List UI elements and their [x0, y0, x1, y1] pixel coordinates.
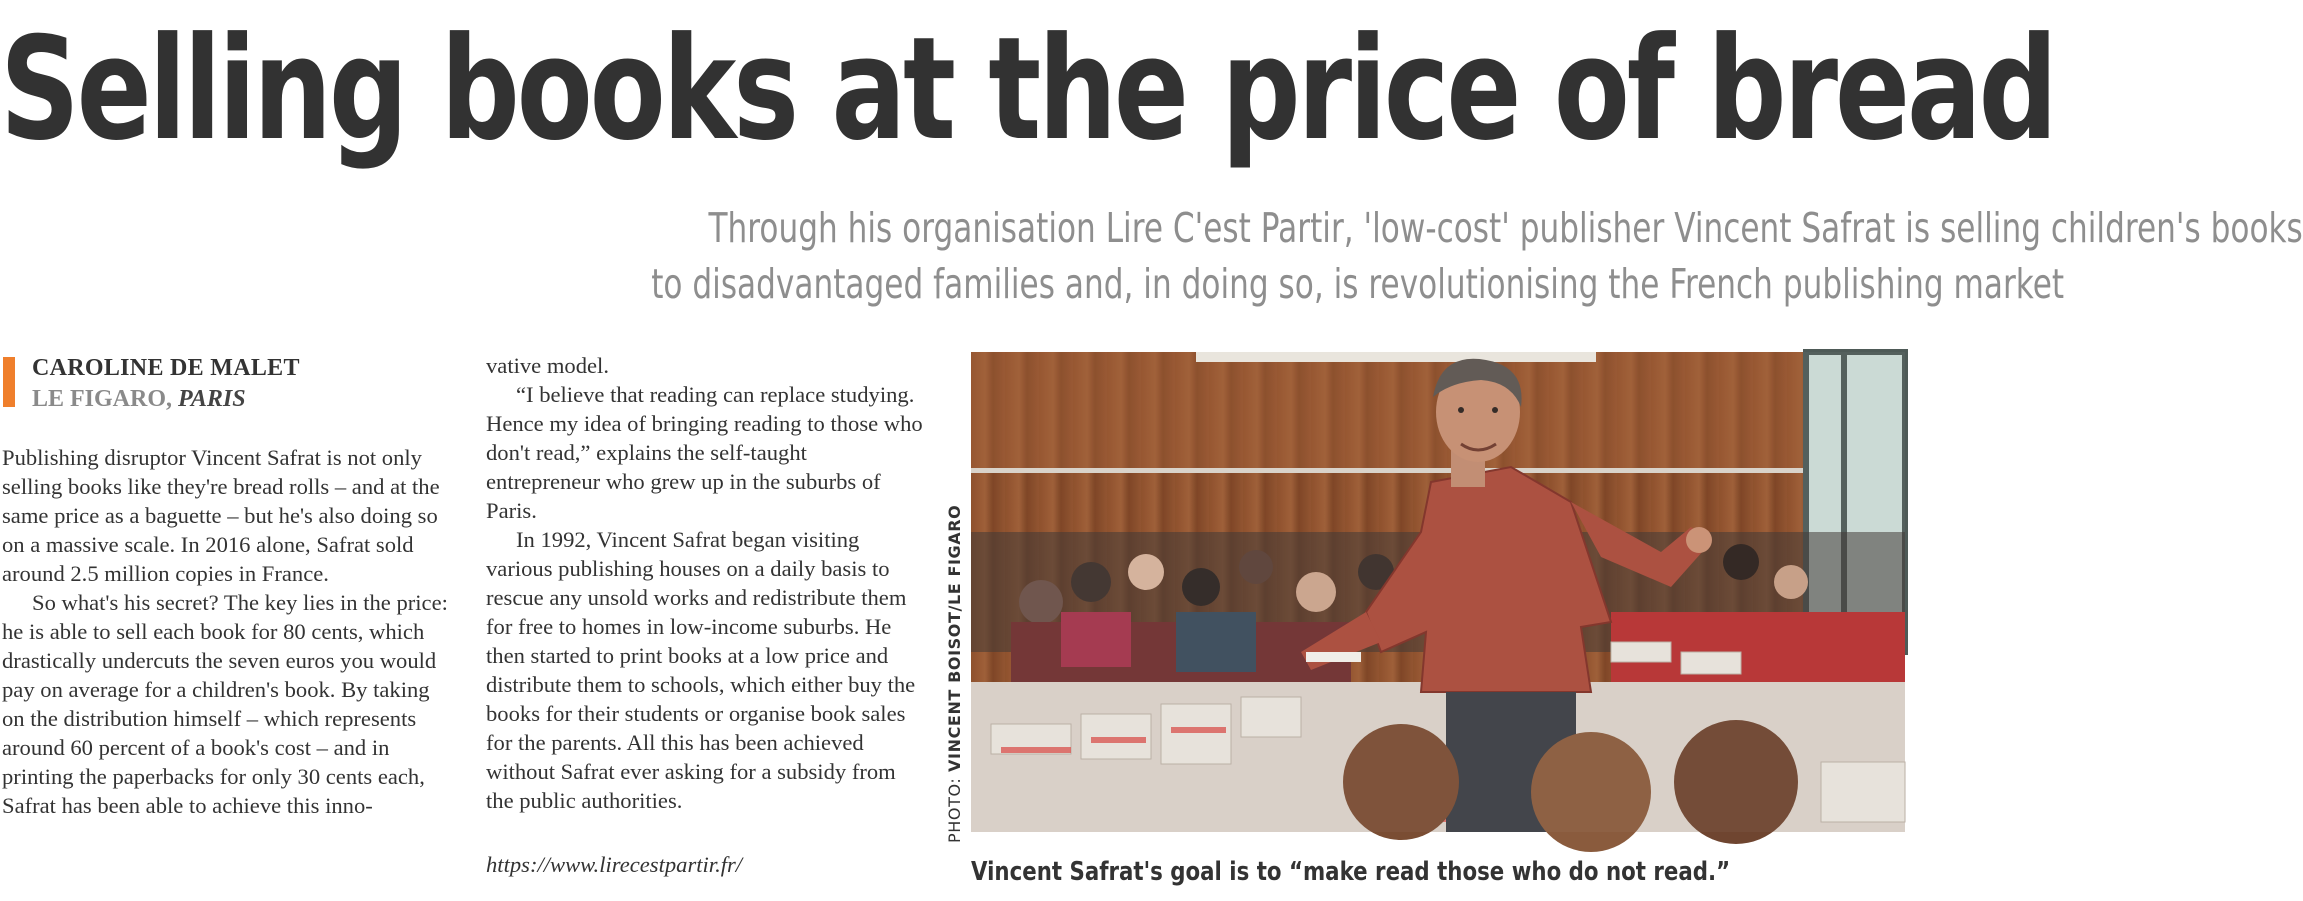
standfirst-line-1: Through his organisation Lire C'est Partir, 'low-cost' publisher Vincent Safrat is selling children's books [708, 204, 2303, 252]
standfirst-line-2: to disadvantaged families and, in doing so, is revolutionising the French publishing market [651, 260, 2065, 308]
paragraph-2-continuation: vative model. [486, 353, 609, 378]
website-link[interactable]: https://www.lirecestpartir.fr/ [486, 852, 743, 877]
photo-credit-name: VINCENT BOISOT/LE FIGARO [945, 504, 964, 772]
paragraph-4: In 1992, Vincent Safrat began visiting various publishing houses on a daily basis to rescue any unsold works and redistribute them for free to homes in low-income suburbs. He then started to print books at a low price and distribute them to schools, which either buy the books for their students or organise book sales for the parents. All this has been achieved without Safrat ever asking for a subsidy from the public authorities. [486, 527, 916, 813]
byline-accent-bar [3, 357, 15, 407]
byline-author: CAROLINE DE MALET [32, 355, 300, 381]
dateline-city: PARIS [178, 386, 246, 412]
photo-caption: Vincent Safrat's goal is to “make read those who do not read.” [971, 857, 1731, 887]
photo-credit [945, 505, 965, 843]
photo-credit-prefix: PHOTO: [945, 777, 964, 843]
headline: Selling books at the price of bread [0, 7, 2055, 172]
article-column-2 [486, 351, 926, 815]
paragraph-1: Publishing disruptor Vincent Safrat is not only selling books like they're bread rolls – and at the same price as a baguette – but he's also doing so on a massive scale. In 2016 alone, Safrat sold around 2.5 million copies in France. [2, 445, 440, 586]
photo-illustration [971, 352, 1905, 832]
byline-source [32, 383, 246, 415]
paragraph-3: “I believe that reading can replace studying. Hence my idea of bringing reading to those who don't read,” explains the self-taught entrepreneur who grew up in the suburbs of Paris. [486, 382, 923, 523]
publication-name: LE FIGARO, [32, 386, 173, 412]
standfirst [205, 200, 2303, 312]
paragraph-2: So what's his secret? The key lies in the price: he is able to sell each book for 80 cents, which drastically undercuts the seven euros you would pay on average for a children's book. By taking on the distribution himself – which represents around 60 percent of a book's cost – and in printing the paperbacks for only 30 cents each, Safrat has been able to achieve this inno- [2, 590, 448, 818]
article-column-1 [2, 443, 448, 820]
article-photo [971, 352, 1905, 832]
